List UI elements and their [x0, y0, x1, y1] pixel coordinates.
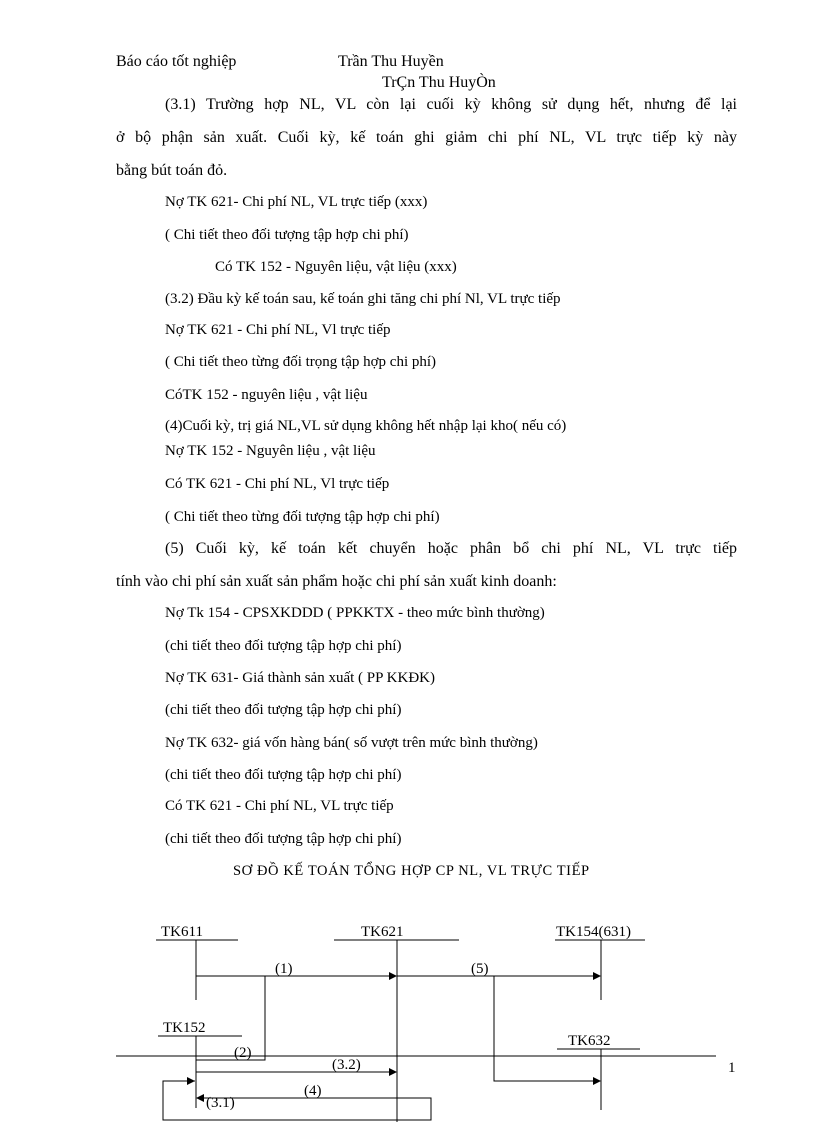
entry-line: ( Chi tiết theo từng đối tượng tập hợp chi phí)	[165, 509, 440, 525]
page-number: 1	[728, 1060, 736, 1076]
entry-line: Nợ TK 632- giá vốn hàng bán( số vượt trên mức bình thường)	[165, 735, 538, 751]
flow-5-632-arrow	[494, 976, 600, 1081]
header-left: Báo cáo tốt nghiệp	[116, 53, 237, 70]
entry-line: (4)Cuối kỳ, trị giá NL,VL sử dụng không hết nhập lại kho( nếu có)	[165, 418, 567, 434]
header-author: Trần Thu Huyền	[338, 53, 444, 70]
account-label-tk632: TK632	[568, 1033, 611, 1049]
paragraph-3-1-line-3: bằng bút toán đỏ.	[116, 162, 228, 179]
flow-label-3-1: (3.1)	[206, 1095, 235, 1111]
entry-line: Có TK 621 - Chi phí NL, VL trực tiếp	[165, 798, 394, 814]
flow-3-1-loop	[163, 1081, 431, 1120]
entry-line: (3.2) Đầu kỳ kế toán sau, kế toán ghi tăng chi phí Nl, VL trực tiếp	[165, 291, 561, 307]
flow-label-4: (4)	[304, 1083, 322, 1099]
paragraph-3-1-line-2: ở bộ phận sản xuất. Cuối kỳ, kế toán ghi giảm chi phí NL, VL trực tiếp kỳ này	[116, 129, 737, 146]
header-author-garbled: TrÇn Thu HuyÒn	[382, 74, 496, 91]
flow-label-2: (2)	[234, 1045, 252, 1061]
entry-line: (chi tiết theo đối tượng tập hợp chi phí)	[165, 831, 402, 847]
account-label-tk154: TK154(631)	[556, 924, 631, 940]
entry-line: Nợ TK 621 - Chi phí NL, Vl trực tiếp	[165, 322, 391, 338]
entry-line: Nợ TK 152 - Nguyên liệu , vật liệu	[165, 443, 376, 459]
paragraph-3-1-line-1: (3.1) Trường hợp NL, VL còn lại cuối kỳ không sử dụng hết, nhưng để lại	[165, 96, 737, 113]
entry-line: (chi tiết theo đối tượng tập hợp chi phí)	[165, 702, 402, 718]
entry-line: CóTK 152 - nguyên liệu , vật liệu	[165, 387, 368, 403]
entry-line: Có TK 621 - Chi phí NL, Vl trực tiếp	[165, 476, 390, 492]
flow-label-1: (1)	[275, 961, 293, 977]
flow-2-arrow	[196, 976, 265, 1060]
account-label-tk621: TK621	[361, 924, 404, 940]
entry-line: ( Chi tiết theo từng đối trọng tập hợp chi phí)	[165, 354, 437, 370]
entry-line: Nợ TK 631- Giá thành sản xuất ( PP KKĐK)	[165, 670, 435, 686]
entry-line: Nợ TK 621- Chi phí NL, VL trực tiếp (xxx)	[165, 194, 428, 210]
entry-line: ( Chi tiết theo đối tượng tập hợp chi phí)	[165, 227, 409, 243]
flow-label-3-2: (3.2)	[332, 1057, 361, 1073]
entry-line: (chi tiết theo đối tượng tập hợp chi phí)	[165, 638, 402, 654]
entry-line: Nợ Tk 154 - CPSXKDDD ( PPKKTX - theo mức bình thường)	[165, 605, 545, 621]
account-label-tk152: TK152	[163, 1020, 206, 1036]
paragraph-5-line-2: tính vào chi phí sản xuất sản phẩm hoặc chi phí sản xuất kinh doanh:	[116, 573, 557, 590]
diagram-title: SƠ ĐỒ KẾ TOÁN TỔNG HỢP CP NL, VL TRỰC TIẾP	[233, 863, 590, 879]
paragraph-5-line-1: (5) Cuối kỳ, kế toán kết chuyển hoặc phân bổ chi phí NL, VL trực tiếp	[165, 540, 737, 557]
entry-line: Có TK 152 - Nguyên liệu, vật liệu (xxx)	[215, 259, 457, 275]
entry-line: (chi tiết theo đối tượng tập hợp chi phí)	[165, 767, 402, 783]
account-label-tk611: TK611	[161, 924, 203, 940]
flow-label-5: (5)	[471, 961, 489, 977]
